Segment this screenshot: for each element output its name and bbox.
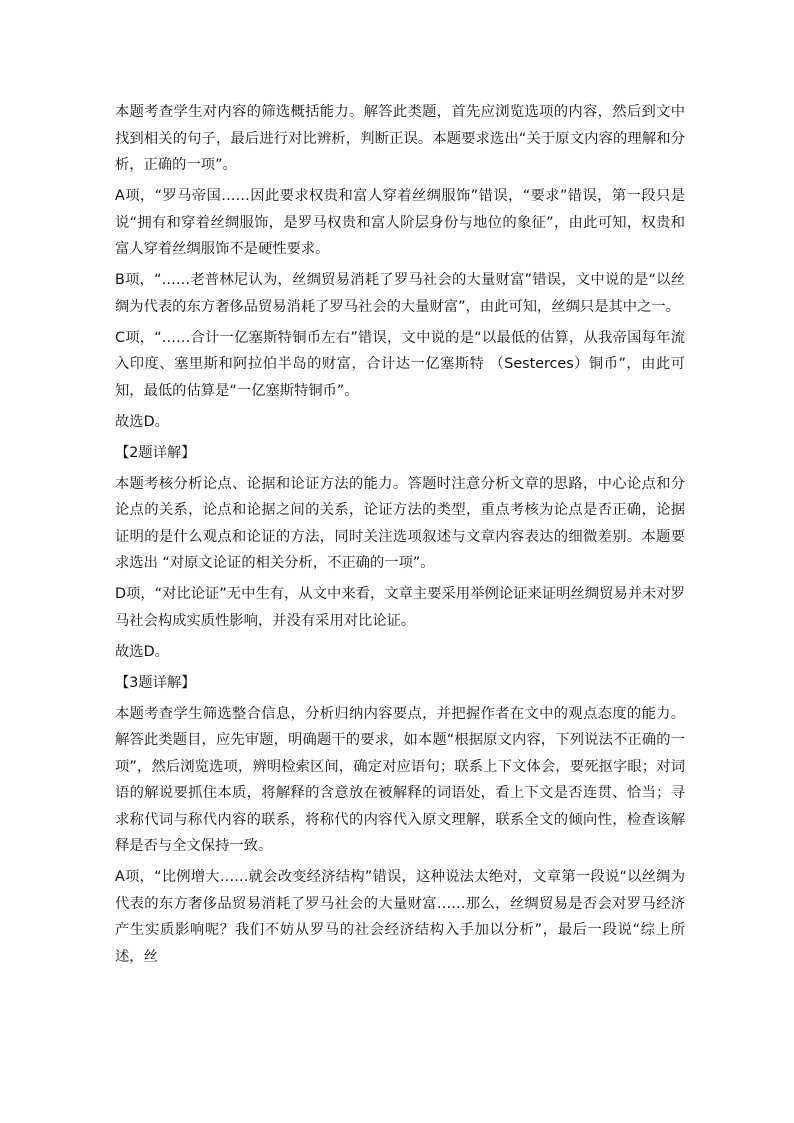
paragraph-option-b: B项，“……老普林尼认为，丝绸贸易消耗了罗马社会的大量财富”错误，文中说的是“以丝绸为代表的东方奢侈品贸易消耗了罗马社会的大量财富”，由此可知，丝绸只是其中之一。	[115, 272, 685, 315]
paragraph-q3-explanation: 本题考查学生筛选整合信息，分析归纳内容要点，并把握作者在文中的观点态度的能力。解答此类题目，应先审题，明确题干的要求，如本题“根据原文内容，下列说法不正确的一项”，然后浏览选项，辨明检索区间，确定对应语句；联系上下文体会，要死抠字眼；对词语的解说要抓住本质，将解释的含意放在被解释的词语处，看上下文是否连贯、恰当；寻求称代词与称代内容的联系，将称代的内容代入原文理解，联系全文的倾向性，检查该解释是否与全文保持一致。	[115, 705, 685, 854]
paragraph-option-a: A项，“罗马帝国……因此要求权贵和富人穿着丝绸服饰”错误，“要求”错误，第一段只是说“拥有和穿着丝绸服饰，是罗马权贵和富人阶层身份与地位的象征”，由此可知，权贵和富人穿着丝绸服饰不是硬性要求。	[115, 188, 685, 257]
paragraph-q2-explanation: 本题考核分析论点、论据和论证方法的能力。答题时注意分析文章的思路，中心论点和分论点的关系，论点和论据之间的关系，论证方法的类型，重点考核为论点是否正确，论据证明的是什么观点和论证的方法，同时关注选项叙述与文章内容表达的细微差别。本题要求选出 “对原文论证的相关分析，不正确的一项”。	[115, 475, 685, 571]
section-heading-q3: 【3题详解】	[115, 674, 196, 691]
paragraph-q1-explanation: 本题考查学生对内容的筛选概括能力。解答此类题，首先应浏览选项的内容，然后到文中找到相关的句子，最后进行对比辨析，判断正误。本题要求选出“关于原文内容的理解和分析，正确的一项”。	[115, 104, 685, 173]
paragraph-q2-option-d: D项，“对比论证”无中生有，从文中来看，文章主要采用举例论证来证明丝绸贸易并未对罗马社会构成实质性影响，并没有采用对比论证。	[115, 586, 685, 629]
document-body	[115, 99, 685, 970]
paragraph-answer-1: 故选D。	[115, 413, 169, 430]
paragraph-option-c: C项，“……合计一亿塞斯特铜币左右”错误，文中说的是“以最低的估算，从我帝国每年流入印度、塞里斯和阿拉伯半岛的财富，合计达一亿塞斯特 （Sesterces）铜币”，由此可知，最低的估算是“一亿塞斯特铜币”。	[115, 329, 685, 399]
section-heading-q2: 【2题详解】	[115, 444, 196, 461]
paragraph-answer-2: 故选D。	[115, 643, 169, 660]
paragraph-q3-option-a: A项，“比例增大……就会改变经济结构”错误，这种说法太绝对，文章第一段说“以丝绸为代表的东方奢侈品贸易消耗了罗马社会的大量财富……那么，丝绸贸易是否会对罗马经济产生实质影响呢？我们不妨从罗马的社会经济结构入手加以分析”，最后一段说“综上所述，丝	[115, 869, 685, 965]
